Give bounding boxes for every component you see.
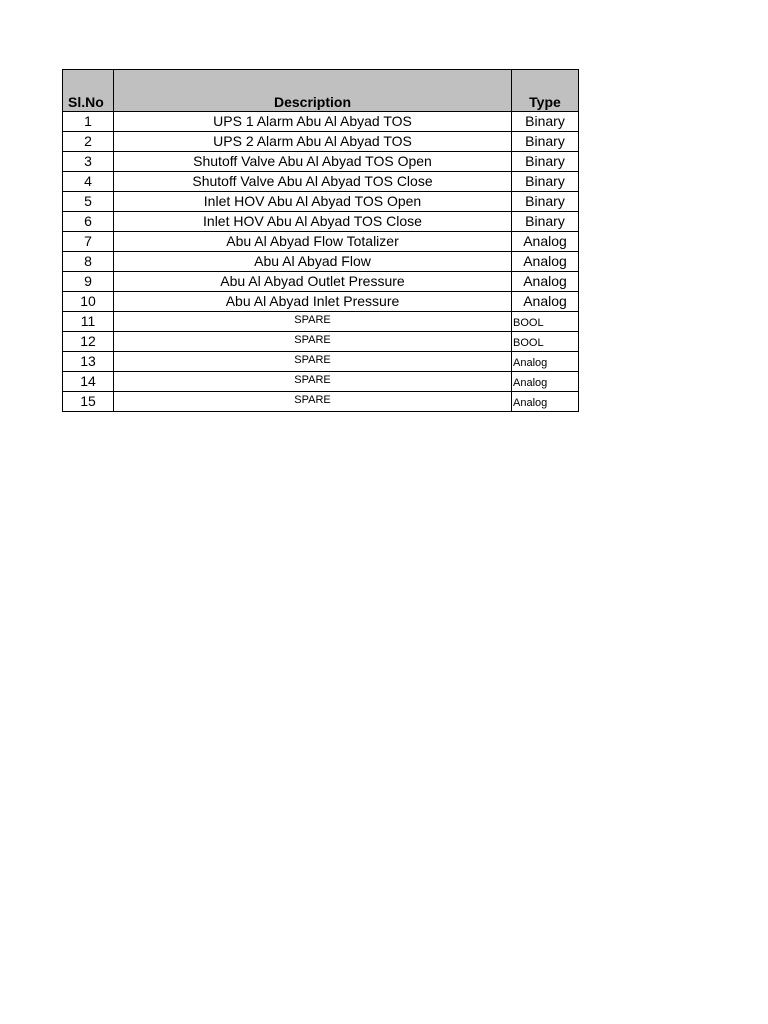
cell-description: UPS 1 Alarm Abu Al Abyad TOS	[114, 112, 512, 132]
cell-sl-no: 4	[63, 172, 114, 192]
table-row	[63, 172, 579, 192]
cell-sl-no: 2	[63, 132, 114, 152]
table-row	[63, 132, 579, 152]
cell-type: Analog	[512, 372, 579, 392]
cell-sl-no: 10	[63, 292, 114, 312]
cell-description: Abu Al Abyad Outlet Pressure	[114, 272, 512, 292]
cell-type: Analog	[512, 392, 579, 412]
table-row	[63, 292, 579, 312]
cell-description: Inlet HOV Abu Al Abyad TOS Close	[114, 212, 512, 232]
cell-type: Binary	[512, 112, 579, 132]
cell-sl-no: 9	[63, 272, 114, 292]
table-row	[63, 352, 579, 372]
cell-sl-no: 7	[63, 232, 114, 252]
table-row	[63, 232, 579, 252]
cell-description: SPARE	[114, 372, 512, 392]
cell-description: Shutoff Valve Abu Al Abyad TOS Close	[114, 172, 512, 192]
table-body	[63, 112, 579, 412]
cell-sl-no: 3	[63, 152, 114, 172]
cell-type: Analog	[512, 352, 579, 372]
table-row	[63, 152, 579, 172]
cell-sl-no: 5	[63, 192, 114, 212]
cell-description: SPARE	[114, 332, 512, 352]
cell-type: Analog	[512, 272, 579, 292]
cell-sl-no: 6	[63, 212, 114, 232]
cell-sl-no: 15	[63, 392, 114, 412]
cell-type: Binary	[512, 152, 579, 172]
cell-type: Analog	[512, 292, 579, 312]
header-type: Type	[512, 70, 579, 112]
table-row	[63, 112, 579, 132]
io-list-table	[62, 69, 579, 412]
header-sl-no: Sl.No	[63, 70, 114, 112]
cell-sl-no: 14	[63, 372, 114, 392]
header-description: Description	[114, 70, 512, 112]
cell-description: Inlet HOV Abu Al Abyad TOS Open	[114, 192, 512, 212]
cell-type: Analog	[512, 232, 579, 252]
cell-description: Shutoff Valve Abu Al Abyad TOS Open	[114, 152, 512, 172]
cell-type: BOOL	[512, 332, 579, 352]
cell-description: SPARE	[114, 352, 512, 372]
cell-type: BOOL	[512, 312, 579, 332]
cell-description: Abu Al Abyad Flow	[114, 252, 512, 272]
table-row	[63, 392, 579, 412]
table-row	[63, 272, 579, 292]
cell-sl-no: 11	[63, 312, 114, 332]
cell-type: Binary	[512, 212, 579, 232]
cell-type: Binary	[512, 172, 579, 192]
table-row	[63, 192, 579, 212]
cell-description: Abu Al Abyad Flow Totalizer	[114, 232, 512, 252]
cell-sl-no: 1	[63, 112, 114, 132]
cell-type: Binary	[512, 132, 579, 152]
table-row	[63, 332, 579, 352]
cell-type: Analog	[512, 252, 579, 272]
header-row	[63, 70, 579, 112]
cell-sl-no: 13	[63, 352, 114, 372]
table-row	[63, 212, 579, 232]
table-row	[63, 372, 579, 392]
table-row	[63, 312, 579, 332]
cell-type: Binary	[512, 192, 579, 212]
cell-sl-no: 8	[63, 252, 114, 272]
cell-description: SPARE	[114, 392, 512, 412]
cell-description: SPARE	[114, 312, 512, 332]
cell-description: Abu Al Abyad Inlet Pressure	[114, 292, 512, 312]
cell-description: UPS 2 Alarm Abu Al Abyad TOS	[114, 132, 512, 152]
table-row	[63, 252, 579, 272]
cell-sl-no: 12	[63, 332, 114, 352]
table-header	[63, 70, 579, 112]
